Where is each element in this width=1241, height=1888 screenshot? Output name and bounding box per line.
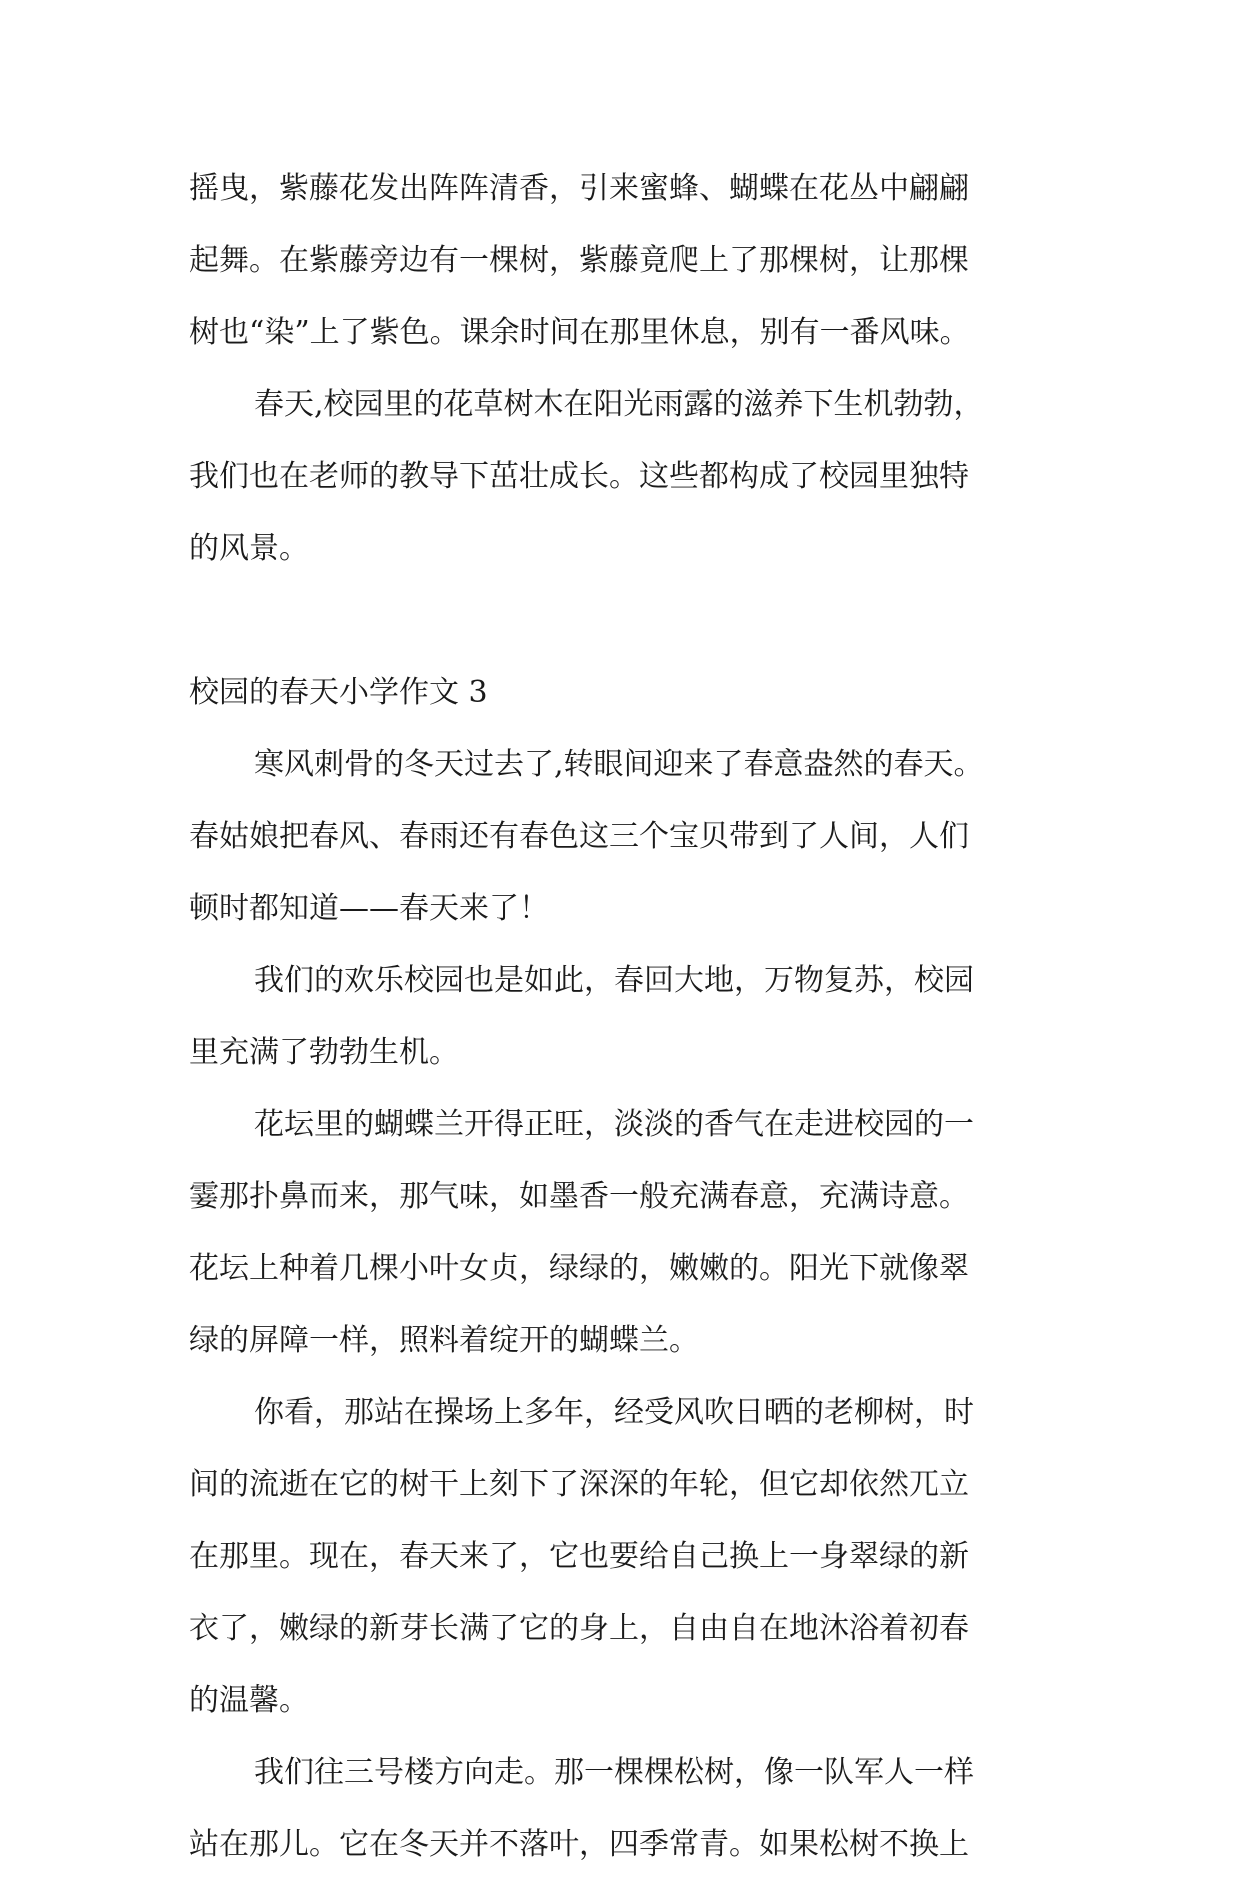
paragraph [189,1384,1059,1744]
text-line: 寒风刺骨的冬天过去了,转眼间迎来了春意盎然的春天。 [254,747,984,782]
paragraph [189,952,1059,1096]
paragraph [189,1096,1059,1384]
paragraph [189,736,1059,952]
text-line: 顿时都知道——春天来了！ [189,891,549,926]
text-line: 花坛里的蝴蝶兰开得正旺，淡淡的香气在走进校园的一 [254,1107,974,1142]
text-line: 在那里。现在，春天来了，它也要给自己换上一身翠绿的新 [189,1539,969,1574]
section-gap [189,592,1059,664]
text-line: 摇曳，紫藤花发出阵阵清香，引来蜜蜂、蝴蝶在花丛中翩翩 [189,171,969,206]
document-body [189,160,1059,1888]
text-line: 间的流逝在它的树干上刻下了深深的年轮，但它却依然兀立 [189,1467,969,1502]
text-line: 树也“染”上了紫色。课余时间在那里休息，别有一番风味。 [189,315,970,350]
text-line: 站在那儿。它在冬天并不落叶，四季常青。如果松树不换上 [189,1827,969,1862]
text-line: 我们的欢乐校园也是如此，春回大地，万物复苏，校园 [254,963,974,998]
text-line: 的温馨。 [189,1683,309,1718]
text-line: 衣了，嫩绿的新芽长满了它的身上，自由自在地沐浴着初春 [189,1611,969,1646]
text-line: 你看，那站在操场上多年，经受风吹日晒的老柳树，时 [254,1395,974,1430]
section-title: 校园的春天小学作文 3 [189,675,488,710]
text-line: 绿的屏障一样，照料着绽开的蝴蝶兰。 [189,1323,699,1358]
text-line: 花坛上种着几棵小叶女贞，绿绿的，嫩嫩的。阳光下就像翠 [189,1251,969,1286]
paragraph-conclusion [189,376,1059,592]
text-line: 的风景。 [189,531,309,566]
paragraph [189,1744,1059,1888]
text-line: 起舞。在紫藤旁边有一棵树，紫藤竟爬上了那棵树，让那棵 [189,243,969,278]
text-line: 霎那扑鼻而来，那气味，如墨香一般充满春意，充满诗意。 [189,1179,969,1214]
text-line: 春天,校园里的花草树木在阳光雨露的滋养下生机勃勃， [254,387,984,422]
text-line: 我们往三号楼方向走。那一棵棵松树，像一队军人一样 [254,1755,974,1790]
text-line: 里充满了勃勃生机。 [189,1035,459,1070]
text-line: 我们也在老师的教导下茁壮成长。这些都构成了校园里独特 [189,459,969,494]
paragraph-continued [189,160,1059,376]
text-line: 春姑娘把春风、春雨还有春色这三个宝贝带到了人间，人们 [189,819,969,854]
